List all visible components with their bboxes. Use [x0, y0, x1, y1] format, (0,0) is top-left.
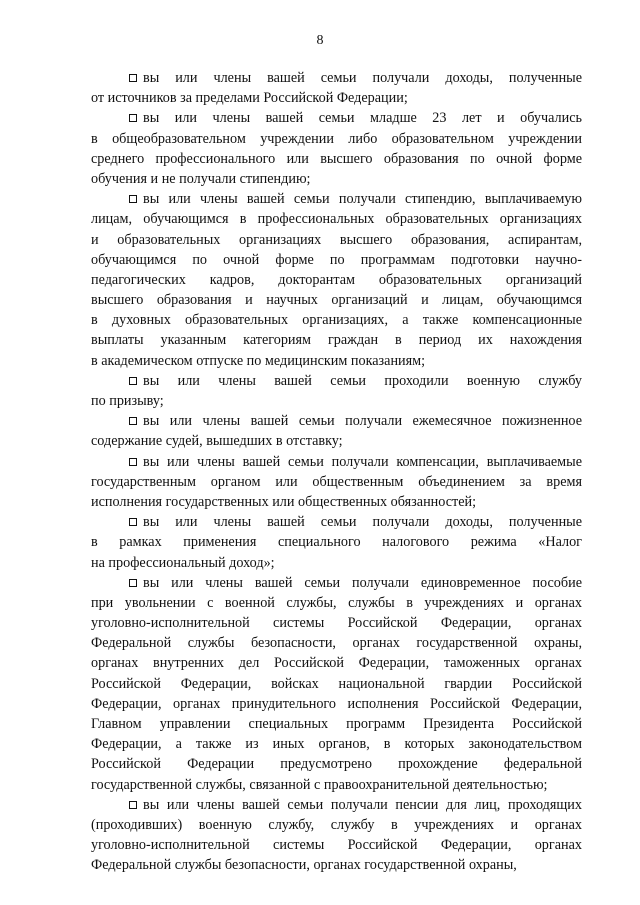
- text-line: [91, 775, 582, 795]
- text-line: [91, 391, 582, 411]
- line-text: вы или члены вашей семьи получали доходы, полученные: [143, 514, 582, 531]
- text-line: [91, 835, 582, 855]
- line-text: обучающимся по очной форме по программам подготовки научно-: [91, 251, 582, 268]
- line-text: Российской Федерации, войсках национальной гвардии Российской: [91, 675, 582, 692]
- line-text: вы или члены вашей семьи получали ежемесячное пожизненное: [143, 413, 582, 430]
- document-body: [91, 68, 582, 876]
- line-text: среднего профессионального или высшего образования по очной форме: [91, 150, 582, 167]
- text-line: [91, 593, 582, 613]
- text-line: [91, 431, 582, 451]
- list-item: [91, 68, 582, 108]
- line-text: государственной службы, связанной с правоохранительной деятельностью;: [91, 776, 548, 793]
- line-text: лицам, обучающимся в профессиональных образовательных организациях: [91, 211, 582, 228]
- list-item: [91, 189, 582, 371]
- page-number: 8: [316, 33, 324, 48]
- text-line: [91, 714, 582, 734]
- checkbox-icon: [129, 195, 137, 203]
- list-item: [91, 795, 582, 876]
- text-line: [91, 512, 582, 532]
- text-line: [91, 88, 582, 108]
- checkbox-icon: [129, 114, 137, 122]
- text-line: [91, 270, 582, 290]
- line-text: и образовательных организациях высшего образования, аспирантам,: [91, 231, 582, 248]
- line-text: исполнения государственных или общественных обязанностей;: [91, 493, 477, 510]
- list-item: [91, 371, 582, 411]
- text-line: [91, 734, 582, 754]
- text-line: [91, 633, 582, 653]
- line-text: вы или члены вашей семьи получали единовременное пособие: [143, 574, 582, 591]
- text-line: [91, 613, 582, 633]
- list-item: [91, 452, 582, 513]
- text-line: [91, 108, 582, 128]
- checkbox-icon: [129, 74, 137, 82]
- text-line: [91, 674, 582, 694]
- checkbox-icon: [129, 377, 137, 385]
- text-line: [91, 250, 582, 270]
- line-text: в духовных образовательных организациях, а также компенсационные: [91, 312, 582, 329]
- text-line: [91, 129, 582, 149]
- text-line: [91, 169, 582, 189]
- line-text: в академическом отпуске по медицинским показаниям;: [91, 352, 426, 369]
- list-item: [91, 512, 582, 573]
- text-line: [91, 815, 582, 835]
- line-text: вы или члены вашей семьи получали стипендию, выплачиваемую: [143, 191, 582, 208]
- line-text: обучения и не получали стипендию;: [91, 170, 311, 187]
- checkbox-icon: [129, 458, 137, 466]
- text-line: [91, 290, 582, 310]
- line-text: от источников за пределами Российской Федерации;: [91, 90, 408, 107]
- line-text: вы или члены вашей семьи младше 23 лет и обучались: [143, 110, 582, 127]
- text-line: [91, 492, 582, 512]
- text-line: [91, 209, 582, 229]
- text-line: [91, 68, 582, 88]
- line-text: вы или члены вашей семьи получали компенсации, выплачиваемые: [143, 453, 582, 470]
- text-line: [91, 189, 582, 209]
- line-text: Федеральной службы безопасности, органах государственной охраны,: [91, 635, 582, 652]
- line-text: Федерации, а также из иных органов, в которых законодательством: [91, 736, 582, 753]
- text-line: [91, 310, 582, 330]
- line-text: уголовно-исполнительной системы Российской Федерации, органах: [91, 615, 582, 632]
- line-text: высшего образования и научных организаций и лицам, обучающимся: [91, 292, 582, 309]
- line-text: (проходивших) военную службу, службу в учреждениях и органах: [91, 816, 582, 833]
- checkbox-icon: [129, 801, 137, 809]
- line-text: содержание судей, вышедших в отставку;: [91, 433, 343, 450]
- list-item: [91, 573, 582, 795]
- text-line: [91, 351, 582, 371]
- line-text: Федеральной службы безопасности, органах государственной охраны,: [91, 857, 517, 874]
- line-text: Российской Федерации предусмотрено прохождение федеральной: [91, 756, 582, 773]
- text-line: [91, 653, 582, 673]
- line-text: в рамках применения специального налогового режима «Налог: [91, 534, 582, 551]
- text-line: [91, 411, 582, 431]
- line-text: Главном управлении специальных программ Президента Российской: [91, 716, 582, 732]
- line-text: вы или члены вашей семьи проходили военную службу: [143, 372, 582, 389]
- line-text: вы или члены вашей семьи получали пенсии для лиц, проходящих: [143, 796, 582, 813]
- text-line: [91, 573, 582, 593]
- text-line: [91, 855, 582, 875]
- line-text: государственным органом или общественным объединением за время: [91, 473, 582, 490]
- list-item: [91, 411, 582, 451]
- line-text: органах внутренних дел Российской Федерации, таможенных органах: [91, 655, 582, 672]
- text-line: [91, 149, 582, 169]
- text-line: [91, 452, 582, 472]
- line-text: выплаты указанным категориям граждан в период их нахождения: [91, 332, 582, 349]
- text-line: [91, 472, 582, 492]
- text-line: [91, 795, 582, 815]
- text-line: [91, 694, 582, 714]
- line-text: на профессиональный доход»;: [91, 554, 275, 571]
- line-text: по призыву;: [91, 393, 164, 409]
- checkbox-icon: [129, 417, 137, 425]
- text-line: [91, 754, 582, 774]
- text-line: [91, 230, 582, 250]
- line-text: Федерации, органах принудительного исполнения Российской Федерации,: [91, 695, 582, 712]
- checkbox-icon: [129, 518, 137, 526]
- line-text: при увольнении с военной службы, службы в учреждениях и органах: [91, 594, 582, 611]
- list-item: [91, 108, 582, 189]
- text-line: [91, 532, 582, 552]
- line-text: уголовно-исполнительной системы Российской Федерации, органах: [91, 837, 582, 854]
- text-line: [91, 371, 582, 391]
- line-text: педагогических кадров, докторантам образовательных организаций: [91, 271, 582, 288]
- line-text: в общеобразовательном учреждении либо образовательном учреждении: [91, 130, 582, 147]
- line-text: вы или члены вашей семьи получали доходы, полученные: [143, 70, 582, 86]
- text-line: [91, 553, 582, 573]
- checkbox-icon: [129, 579, 137, 587]
- text-line: [91, 330, 582, 350]
